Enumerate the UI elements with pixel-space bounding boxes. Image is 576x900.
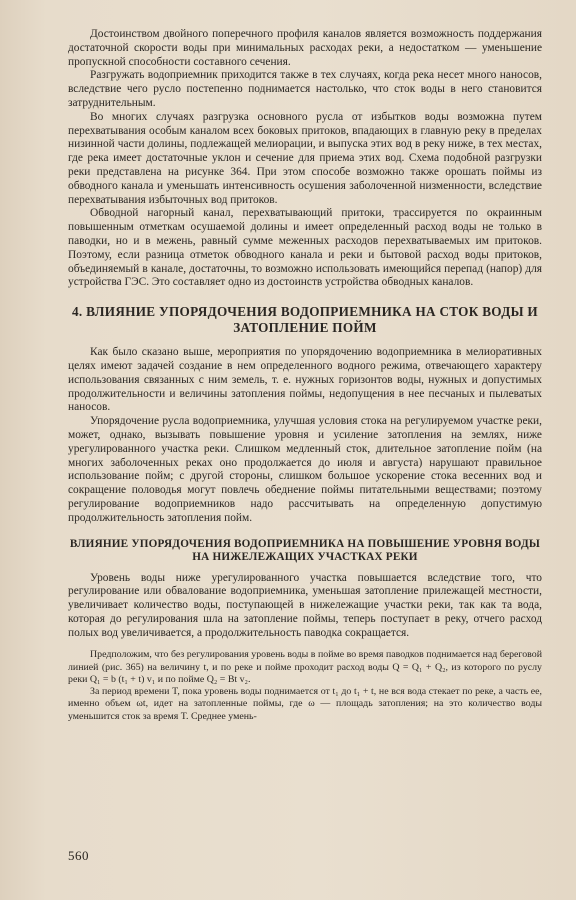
paragraph: Как было сказано выше, мероприятия по упорядочению водоприемника в мелиоративных целях имеют задачей создание в нем определенного водного режима, отвечающего характеру использования связанных с ним земель, т. е. нужных горизонтов воды, нужных и допустимых продолжительности и величины затопления поймы, недопущения в нее песчаных и пылеватых наносов. [68,346,542,414]
paragraph: Во многих случаях разгрузка основного русла от избытков воды возможна путем перехватывания особым каналом всех боковых притоков, впадающих в главную реку в пределах низинной части долины, подлежащей мелиорации, и выпуска этих вод в реку ниже, в тех местах, где река имеет достаточные уклон и сечение для приема этих вод. Схема подобной разгрузки реки представлена на рисунке 364. При этом способе возможно также орошать поймы из обводного канала и уменьшать интенсивность осушения заболоченной низменности, вследствие перехватывания избыточных вод притоков. [68,110,542,206]
small-print-block [68,649,542,722]
paragraph: Обводной нагорный канал, перехватывающий притоки, трассируется по окраинным повышенным отметкам осушаемой долины и имеет определенный расход воды не только в паводки, но и в межень, равный сумме меженных расходов перехватываемых им притоков. Поэтому, если разница отметок обводного канала и реки и бытовой расход воды притоков, объединяемый в канале, достаточны, то возможно использовать имеющийся перепад (напор) для устройства ГЭС. Это составляет одно из достоинств устройства обводных каналов. [68,207,542,289]
section-heading: 4. ВЛИЯНИЕ УПОРЯДОЧЕНИЯ ВОДОПРИЕМНИКА НА СТОК ВОДЫ И ЗАТОПЛЕНИЕ ПОЙМ [72,304,538,336]
paragraph: Разгружать водоприемник приходится также в тех случаях, когда река несет много наносов, вследствие чего русло постепенно поднимается настолько, что сток воды в него становится затруднительным. [68,69,542,109]
paragraph: Упорядочение русла водоприемника, улучшая условия стока на регулируемом участке реки, может, однако, вызывать повышение уровня и усиление затопления на землях, ниже урегулированного участка реки. Слишком медленный сток, длительное затопление пойм (на многих заболоченных реках оно продолжается до июля и августа) нарушают правильное использование пойм; с другой стороны, слишком большое ускорение стока весенних вод и сокращение половодья могут повлечь обеднение поймы питательными веществами; поэтому регулирование водоприемников надо рассчитывать на определенную допустимую продолжительность затопления пойм. [68,415,542,524]
small-paragraph: За период времени T, пока уровень воды поднимается от t₁ до t₁ + t, не вся вода стекает по реке, а часть ее, именно объем ωt, идет на затопленные поймы, где ω — площадь затопления; на это количество воды уменьшится сток за время T. Среднее умень- [68,686,542,722]
paragraph: Достоинством двойного поперечного профиля каналов является возможность поддержания достаточной скорости воды при минимальных расходах реки, а недостатком — уменьшение пропускной способности составного сечения. [68,28,542,68]
small-paragraph: Предположим, что без регулирования уровень воды в пойме во время паводков поднимается над береговой линией (рис. 365) на величину t, и по реке и пойме проходит расход воды Q = Q₁ + Q₂, из которого по руслу реки Q₁ = b (t₁ + t) v₁ и по пойме Q₂ = Bt v₂. [68,649,542,685]
text-column [68,28,542,723]
paragraph: Уровень воды ниже урегулированного участка повышается вследствие того, что регулирование или обвалование водоприемника, уменьшая затопление прилежащей местности, увеличивает количество воды, поступающей в нижележащие участки реки, так как та вода, которая до регулирования шла на затопление поймы, теперь поступает в реку, отчего расход полых вод увеличивается, а продолжительность паводка сокращается. [68,571,542,639]
subsection-heading: ВЛИЯНИЕ УПОРЯДОЧЕНИЯ ВОДОПРИЕМНИКА НА ПОВЫШЕНИЕ УРОВНЯ ВОДЫ НА НИЖЕЛЕЖАЩИХ УЧАСТКАХ РЕКИ [69,537,541,563]
page-number: 560 [68,848,89,863]
